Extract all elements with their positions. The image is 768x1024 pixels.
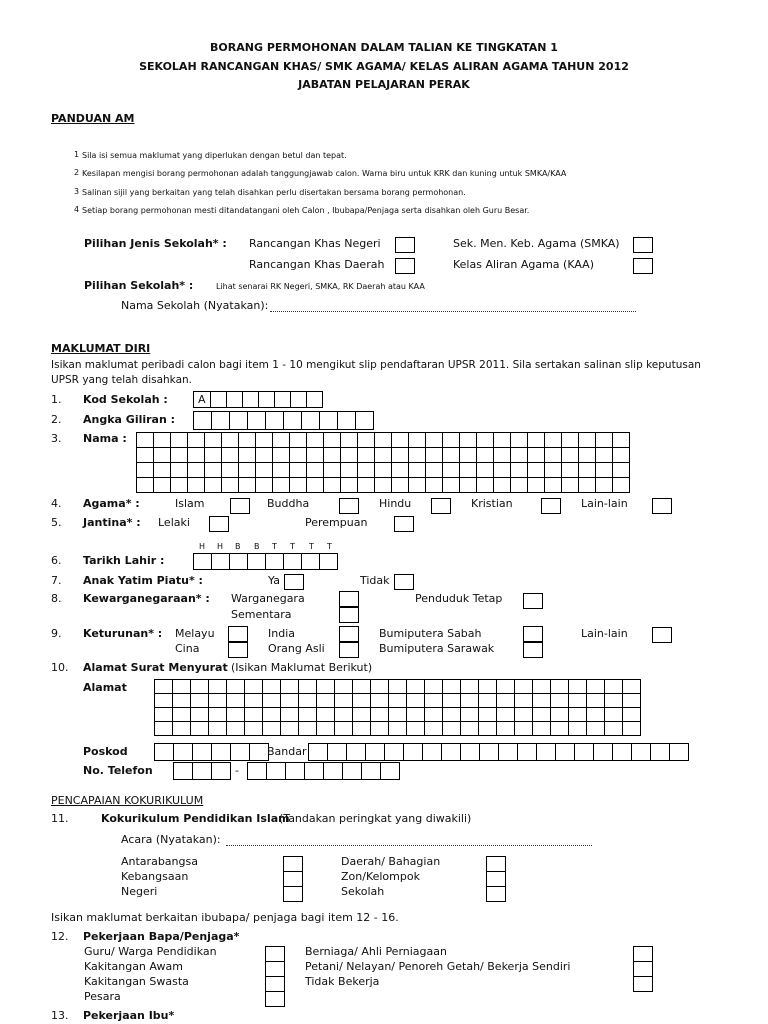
form-title-line2: SEKOLAH RANCANGAN KHAS/ SMK AGAMA/ KELAS ALIRAN AGAMA TAHUN 2012 xyxy=(139,60,629,73)
awam-checkbox[interactable] xyxy=(265,961,285,977)
date-letter: T xyxy=(272,542,277,551)
pilihan-sekolah-note: Lihat senarai RK Negeri, SMKA, RK Daerah atau KAA xyxy=(216,282,425,291)
tidak-bekerja-checkbox[interactable] xyxy=(633,976,653,992)
agama-hindu-checkbox[interactable] xyxy=(431,498,451,514)
kokurikulum-label: Kokurikulum Pendidikan Islam xyxy=(101,812,290,825)
daerah-label: Daerah/ Bahagian xyxy=(341,855,441,868)
opt-smka-label: Sek. Men. Keb. Agama (SMKA) xyxy=(453,237,620,250)
awam-label: Kakitangan Awam xyxy=(84,960,183,973)
kod-sekolah-grid[interactable] xyxy=(193,391,323,408)
negeri-label: Negeri xyxy=(121,885,158,898)
opt-kaa-label: Kelas Aliran Agama (KAA) xyxy=(453,258,594,271)
melayu-checkbox[interactable] xyxy=(228,626,248,642)
sementara-label: Sementara xyxy=(231,608,292,621)
bumiputera-sabah-checkbox[interactable] xyxy=(523,626,543,642)
date-letter: T xyxy=(309,542,314,551)
nama-label: Nama : xyxy=(83,432,127,445)
sementara-checkbox[interactable] xyxy=(339,607,359,623)
item-num: 9. xyxy=(51,627,62,640)
item-num: 12. xyxy=(51,930,69,943)
opt-rk-daerah-label: Rancangan Khas Daerah xyxy=(249,258,385,271)
item-num: 7. xyxy=(51,574,62,587)
panduan-title: PANDUAN AM xyxy=(51,112,135,125)
date-letter: T xyxy=(327,542,332,551)
agama-kristian-label: Kristian xyxy=(471,497,513,510)
pesara-checkbox[interactable] xyxy=(265,991,285,1007)
agama-label: Agama* : xyxy=(83,497,140,510)
kokurikulum-title: PENCAPAIAN KOKURIKULUM xyxy=(51,794,204,807)
agama-islam-label: Islam xyxy=(175,497,205,510)
date-letter: H xyxy=(199,542,206,551)
agama-buddha-label: Buddha xyxy=(267,497,310,510)
telefon-dash: - xyxy=(235,764,239,777)
guru-checkbox[interactable] xyxy=(265,946,285,962)
bandar-grid[interactable] xyxy=(308,743,689,761)
daerah-checkbox[interactable] xyxy=(486,856,506,872)
penduduk-tetap-checkbox[interactable] xyxy=(523,593,543,609)
date-letter: T xyxy=(290,542,295,551)
acara-label: Acara (Nyatakan): xyxy=(121,833,221,846)
berniaga-label: Berniaga/ Ahli Perniagaan xyxy=(305,945,447,958)
maklumat-intro-2: UPSR yang telah disahkan. xyxy=(51,374,193,386)
kewarganegaraan-label: Kewarganegaraan* : xyxy=(83,592,210,605)
nama-grid[interactable] xyxy=(136,432,630,493)
swasta-checkbox[interactable] xyxy=(265,976,285,992)
orang-asli-label: Orang Asli xyxy=(268,642,325,655)
kokurikulum-note: (Tandakan peringkat yang diwakili) xyxy=(279,812,472,825)
panduan-num-4: 4 xyxy=(74,205,80,214)
maklumat-intro-1: Isikan maklumat peribadi calon bagi item 1 - 10 mengikut slip pendaftaran UPSR 2011. Sila sertakan salinan slip keputusan xyxy=(51,359,701,371)
pesara-label: Pesara xyxy=(84,990,121,1003)
rk-negeri-checkbox[interactable] xyxy=(395,237,415,253)
angka-giliran-label: Angka Giliran : xyxy=(83,413,176,426)
warganegara-label: Warganegara xyxy=(231,592,305,605)
jantina-perempuan-checkbox[interactable] xyxy=(394,516,414,532)
kod-sekolah-label: Kod Sekolah : xyxy=(83,393,168,406)
bumiputera-sabah-label: Bumiputera Sabah xyxy=(379,627,482,640)
agama-hindu-label: Hindu xyxy=(379,497,412,510)
tidak-bekerja-label: Tidak Bekerja xyxy=(305,975,380,988)
panduan-item-2: Kesilapan mengisi borang permohonan adalah tanggungjawab calon. Warna biru untuk KRK dan kuning untuk SMKA/KAA xyxy=(82,169,567,178)
panduan-num-1: 1 xyxy=(74,150,80,159)
antarabangsa-label: Antarabangsa xyxy=(121,855,198,868)
opt-rk-negeri-label: Rancangan Khas Negeri xyxy=(249,237,381,250)
yatim-tidak-label: Tidak xyxy=(360,574,390,587)
yatim-tidak-checkbox[interactable] xyxy=(394,574,414,590)
zon-label: Zon/Kelompok xyxy=(341,870,420,883)
item-num: 4. xyxy=(51,497,62,510)
item-num: 1. xyxy=(51,393,62,406)
form-title-line1: BORANG PERMOHONAN DALAM TALIAN KE TINGKATAN 1 xyxy=(210,41,558,54)
india-label: India xyxy=(268,627,295,640)
date-letter: B xyxy=(235,542,241,551)
alamat-grid[interactable] xyxy=(154,679,641,736)
bumiputera-sarawak-label: Bumiputera Sarawak xyxy=(379,642,495,655)
agama-lain-checkbox[interactable] xyxy=(652,498,672,514)
jantina-perempuan-label: Perempuan xyxy=(305,516,368,529)
date-letter: H xyxy=(217,542,224,551)
date-letter: B xyxy=(254,542,260,551)
poskod-grid[interactable] xyxy=(154,743,269,761)
sekolah-label: Sekolah xyxy=(341,885,385,898)
pekerjaan-ibu-label: Pekerjaan Ibu* xyxy=(83,1009,175,1022)
item-num: 13. xyxy=(51,1009,69,1022)
zon-checkbox[interactable] xyxy=(486,871,506,887)
telefon-prefix-grid[interactable] xyxy=(173,762,231,780)
melayu-label: Melayu xyxy=(175,627,215,640)
ibubapa-intro: Isikan maklumat berkaitan ibubapa/ penjaga bagi item 12 - 16. xyxy=(51,911,399,924)
rk-daerah-checkbox[interactable] xyxy=(395,258,415,274)
anak-yatim-label: Anak Yatim Piatu* : xyxy=(83,574,203,587)
cina-checkbox[interactable] xyxy=(228,642,248,658)
item-num: 5. xyxy=(51,516,62,529)
keturunan-lain-checkbox[interactable] xyxy=(652,627,672,643)
telefon-label: No. Telefon xyxy=(83,764,153,777)
item-num: 2. xyxy=(51,413,62,426)
penduduk-tetap-label: Penduduk Tetap xyxy=(415,592,503,605)
nama-sekolah-label: Nama Sekolah (Nyatakan): xyxy=(121,299,269,312)
panduan-num-3: 3 xyxy=(74,187,80,196)
sekolah-checkbox[interactable] xyxy=(486,886,506,902)
tarikh-lahir-label: Tarikh Lahir : xyxy=(83,554,165,567)
nama-sekolah-field[interactable] xyxy=(270,311,636,312)
keturunan-lain-label: Lain-lain xyxy=(581,627,628,640)
item-num: 8. xyxy=(51,592,62,605)
item-num: 11. xyxy=(51,812,69,825)
berniaga-checkbox[interactable] xyxy=(633,946,653,962)
panduan-item-1: Sila isi semua maklumat yang diperlukan dengan betul dan tepat. xyxy=(82,151,347,160)
alamat-label: Alamat xyxy=(83,681,127,694)
agama-buddha-checkbox[interactable] xyxy=(339,498,359,514)
pilihan-sekolah-label: Pilihan Sekolah* : xyxy=(84,279,194,292)
petani-label: Petani/ Nelayan/ Penoreh Getah/ Bekerja Sendiri xyxy=(305,960,571,973)
panduan-item-3: Salinan sijil yang berkaitan yang telah disahkan perlu disertakan bersama borang permohonan. xyxy=(82,188,466,197)
agama-lain-label: Lain-lain xyxy=(581,497,628,510)
bandar-label: Bandar xyxy=(267,745,307,758)
form-title-line3: JABATAN PELAJARAN PERAK xyxy=(298,78,470,91)
pekerjaan-bapa-label: Pekerjaan Bapa/Penjaga* xyxy=(83,930,240,943)
agama-islam-checkbox[interactable] xyxy=(230,498,250,514)
panduan-item-4: Setiap borang permohonan mesti ditandatangani oleh Calon , Ibubapa/Penjaga serta disahkan oleh Guru Besar. xyxy=(82,206,530,215)
jantina-label: Jantina* : xyxy=(83,516,141,529)
smka-checkbox[interactable] xyxy=(633,237,653,253)
agama-kristian-checkbox[interactable] xyxy=(541,498,561,514)
angka-giliran-grid[interactable] xyxy=(193,411,374,430)
maklumat-diri-title: MAKLUMAT DIRI xyxy=(51,342,151,355)
kebangsaan-checkbox[interactable] xyxy=(283,871,303,887)
acara-field[interactable] xyxy=(226,845,592,846)
guru-label: Guru/ Warga Pendidikan xyxy=(84,945,217,958)
yatim-ya-checkbox[interactable] xyxy=(284,574,304,590)
poskod-label: Poskod xyxy=(83,745,128,758)
orang-asli-checkbox[interactable] xyxy=(339,642,359,658)
panduan-num-2: 2 xyxy=(74,168,80,177)
petani-checkbox[interactable] xyxy=(633,961,653,977)
telefon-number-grid[interactable] xyxy=(247,762,400,780)
negeri-checkbox[interactable] xyxy=(283,886,303,902)
item-num: 10. xyxy=(51,661,69,674)
item-num: 3. xyxy=(51,432,62,445)
jantina-lelaki-checkbox[interactable] xyxy=(209,516,229,532)
cina-label: Cina xyxy=(175,642,200,655)
swasta-label: Kakitangan Swasta xyxy=(84,975,189,988)
item-num: 6. xyxy=(51,554,62,567)
kaa-checkbox[interactable] xyxy=(633,258,653,274)
india-checkbox[interactable] xyxy=(339,626,359,642)
kebangsaan-label: Kebangsaan xyxy=(121,870,189,883)
bumiputera-sarawak-checkbox[interactable] xyxy=(523,642,543,658)
antarabangsa-checkbox[interactable] xyxy=(283,856,303,872)
warganegara-checkbox[interactable] xyxy=(339,591,359,607)
kod-sekolah-prefix: A xyxy=(194,392,211,408)
jenis-sekolah-label: Pilihan Jenis Sekolah* : xyxy=(84,237,227,250)
tarikh-lahir-grid[interactable] xyxy=(193,553,338,570)
alamat-surat-note: (Isikan Maklumat Berikut) xyxy=(231,661,373,674)
keturunan-label: Keturunan* : xyxy=(83,627,163,640)
yatim-ya-label: Ya xyxy=(268,574,280,587)
jantina-lelaki-label: Lelaki xyxy=(158,516,190,529)
alamat-surat-label: Alamat Surat Menyurat xyxy=(83,661,228,674)
